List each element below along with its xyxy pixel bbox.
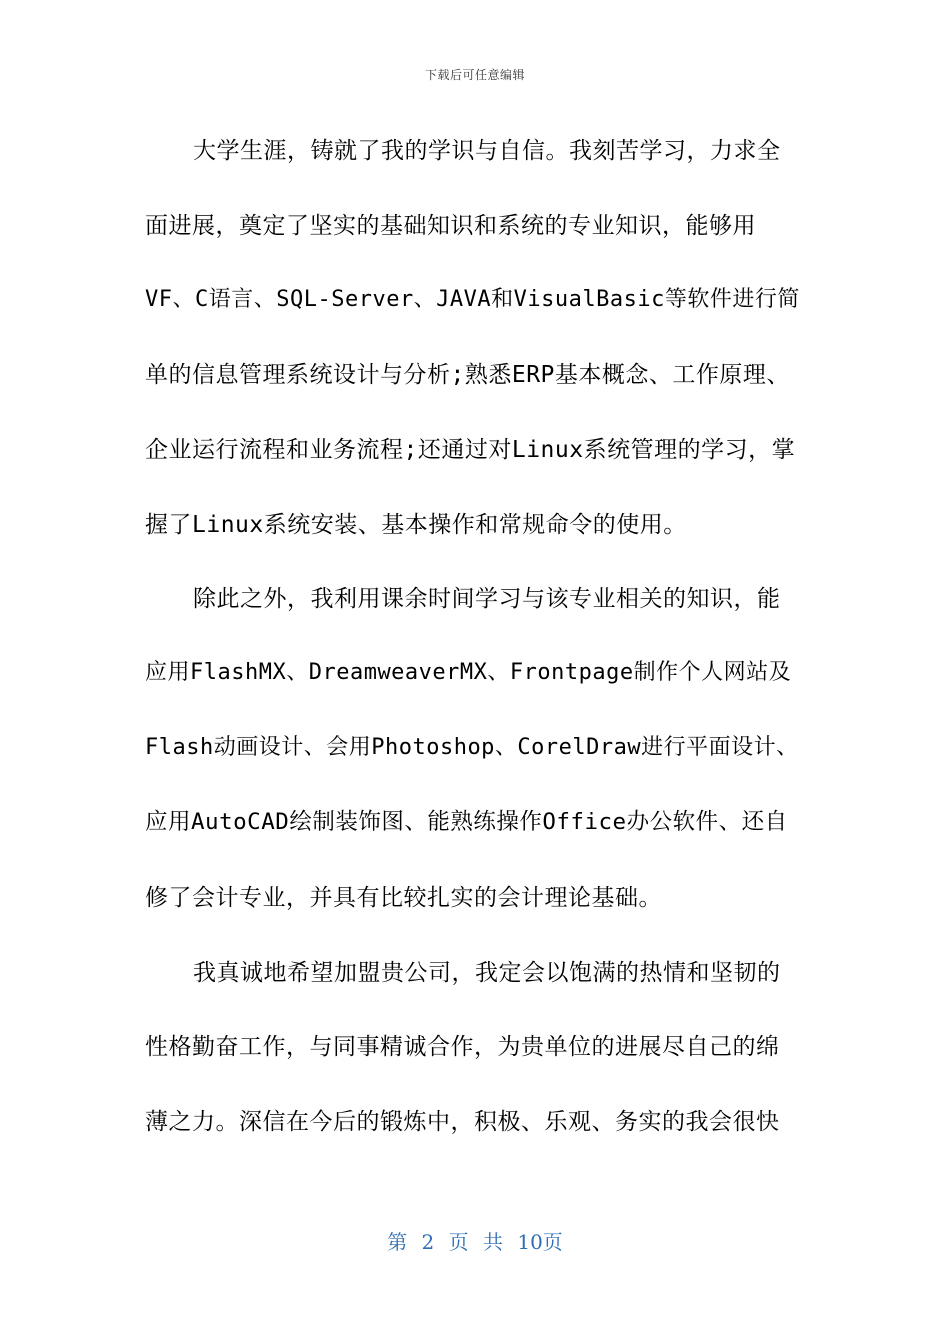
paragraph-line: 面进展，奠定了坚实的基础知识和系统的专业知识，能够用 xyxy=(145,213,756,239)
paragraph-line: 修了会计专业，并具有比较扎实的会计理论基础。 xyxy=(145,885,662,911)
page-header: 下载后可任意编辑 xyxy=(424,68,525,82)
page-number-footer: 第 2 页 共 10页 xyxy=(387,1230,563,1254)
paragraph-line: 薄之力。深信在今后的锻炼中，积极、乐观、务实的我会很快 xyxy=(145,1109,780,1135)
paragraph-line: 大学生涯，铸就了我的学识与自信。我刻苦学习，力求全 xyxy=(193,138,781,164)
paragraph-line: 企业运行流程和业务流程;还通过对Linux系统管理的学习，掌 xyxy=(145,437,796,463)
paragraph-line: 我真诚地希望加盟贵公司，我定会以饱满的热情和坚韧的 xyxy=(193,960,781,986)
paragraph-line: 应用AutoCAD绘制装饰图、能熟练操作Office办公软件、还自 xyxy=(145,809,788,835)
paragraph-line: 除此之外，我利用课余时间学习与该专业相关的知识，能 xyxy=(193,586,781,612)
paragraph-line: 握了Linux系统安装、基本操作和常规命令的使用。 xyxy=(145,512,687,538)
paragraph-line: 应用FlashMX、DreamweaverMX、Frontpage制作个人网站及 xyxy=(145,660,792,685)
paragraph-line: 性格勤奋工作，与同事精诚合作，为贵单位的进展尽自己的绵 xyxy=(145,1034,780,1060)
paragraph-line: 单的信息管理系统设计与分析;熟悉ERP基本概念、工作原理、 xyxy=(145,362,790,388)
paragraph-line: VF、C语言、SQL-Server、JAVA和VisualBasic等软件进行简 xyxy=(145,287,800,312)
paragraph-line: Flash动画设计、会用Photoshop、CorelDraw进行平面设计、 xyxy=(145,735,799,760)
